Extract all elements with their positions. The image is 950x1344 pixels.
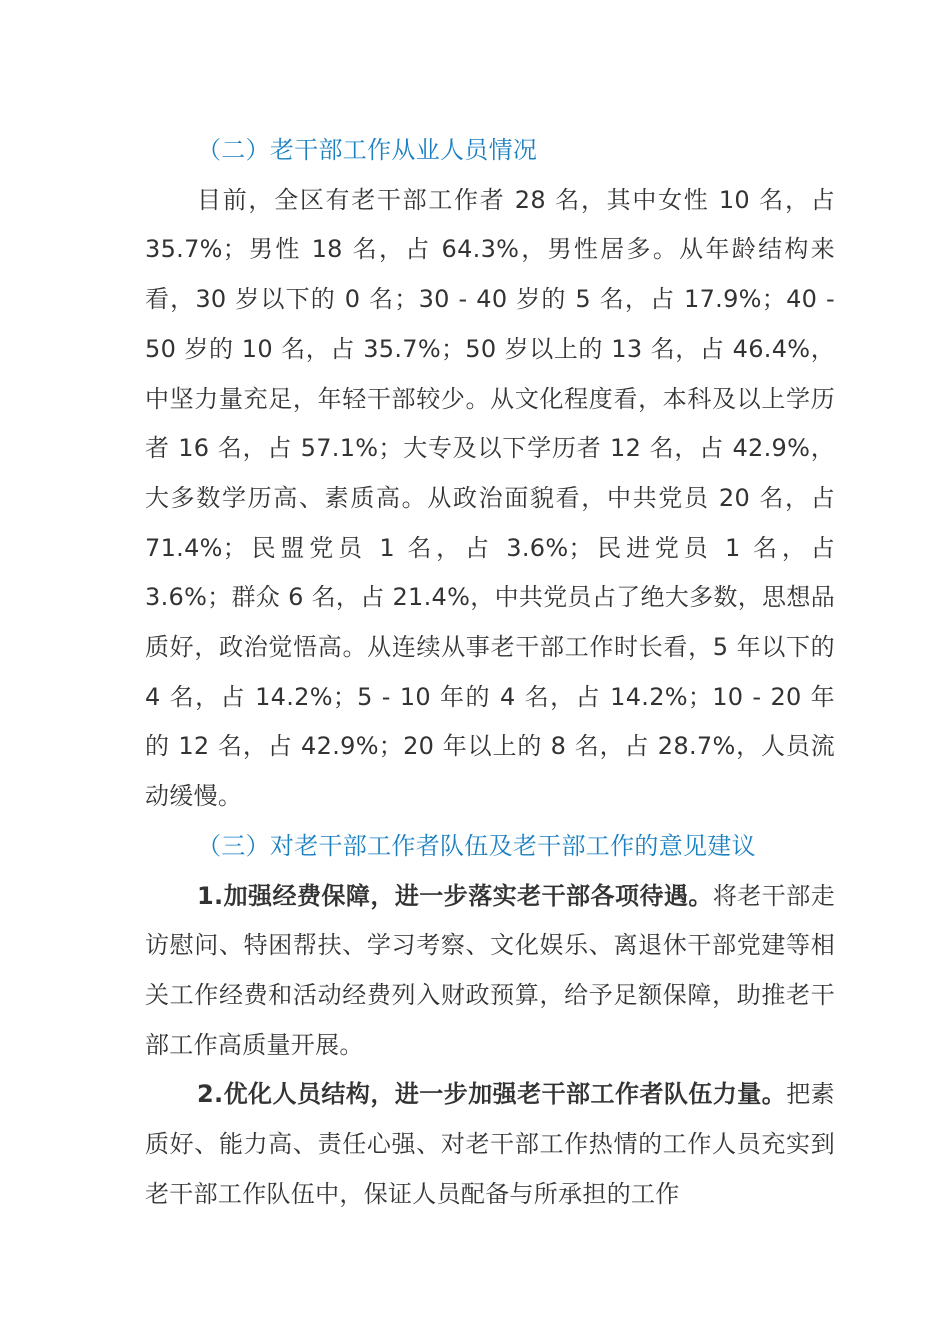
suggestion-item-2-text: 把素质好、能力高、责任心强、对老干部工作热情的工作人员充实到老干部工作队伍中，保证人员配备与所承担的工作 [145,1080,835,1208]
suggestion-item-1 [145,872,835,1071]
section-heading-3: （三）对老干部工作者队伍及老干部工作的意见建议 [197,831,756,860]
suggestion-item-1-text: 将老干部走访慰问、特困帮扶、学习考察、文化娱乐、离退休干部党建等相关工作经费和活动经费列入财政预算，给予足额保障，助推老干部工作高质量开展。 [145,881,835,1059]
suggestion-item-2-title: 2.优化人员结构，进一步加强老干部工作者队伍力量。 [197,1080,787,1109]
document-body [145,126,835,1219]
suggestion-item-2 [145,1070,835,1219]
suggestion-item-1-title: 1.加强经费保障，进一步落实老干部各项待遇。 [197,881,713,910]
section-paragraph-2: 目前，全区有老干部工作者 28 名，其中女性 10 名，占 35.7%；男性 18 名，占 64.3%，男性居多。从年龄结构来看，30 岁以下的 0 名；30 - 40 岁的 5 名，占 17.9%；40 - 50 岁的 10 名，占 35.7%；50 岁以上的 13 名，占 46.4%，中坚力量充足，年轻干部较少。从文化程度看，本科及以上学历者 16 名，占 57.1%；大专及以下学历者 12 名，占 42.9%，大多数学历高、素质高。从政治面貌看，中共党员 20 名，占 71.4%；民盟党员 1 名，占 3.6%；民进党员 1 名，占 3.6%；群众 6 名，占 21.4%，中共党员占了绝大多数，思想品质好，政治觉悟高。从连续从事老干部工作时长看，5 年以下的 4 名，占 14.2%；5 - 10 年的 4 名，占 14.2%；10 - 20 年的 12 名，占 42.9%；20 年以上的 8 名，占 28.7%，人员流动缓慢。 [145,185,835,811]
section-heading-2: （二）老干部工作从业人员情况 [197,136,538,164]
